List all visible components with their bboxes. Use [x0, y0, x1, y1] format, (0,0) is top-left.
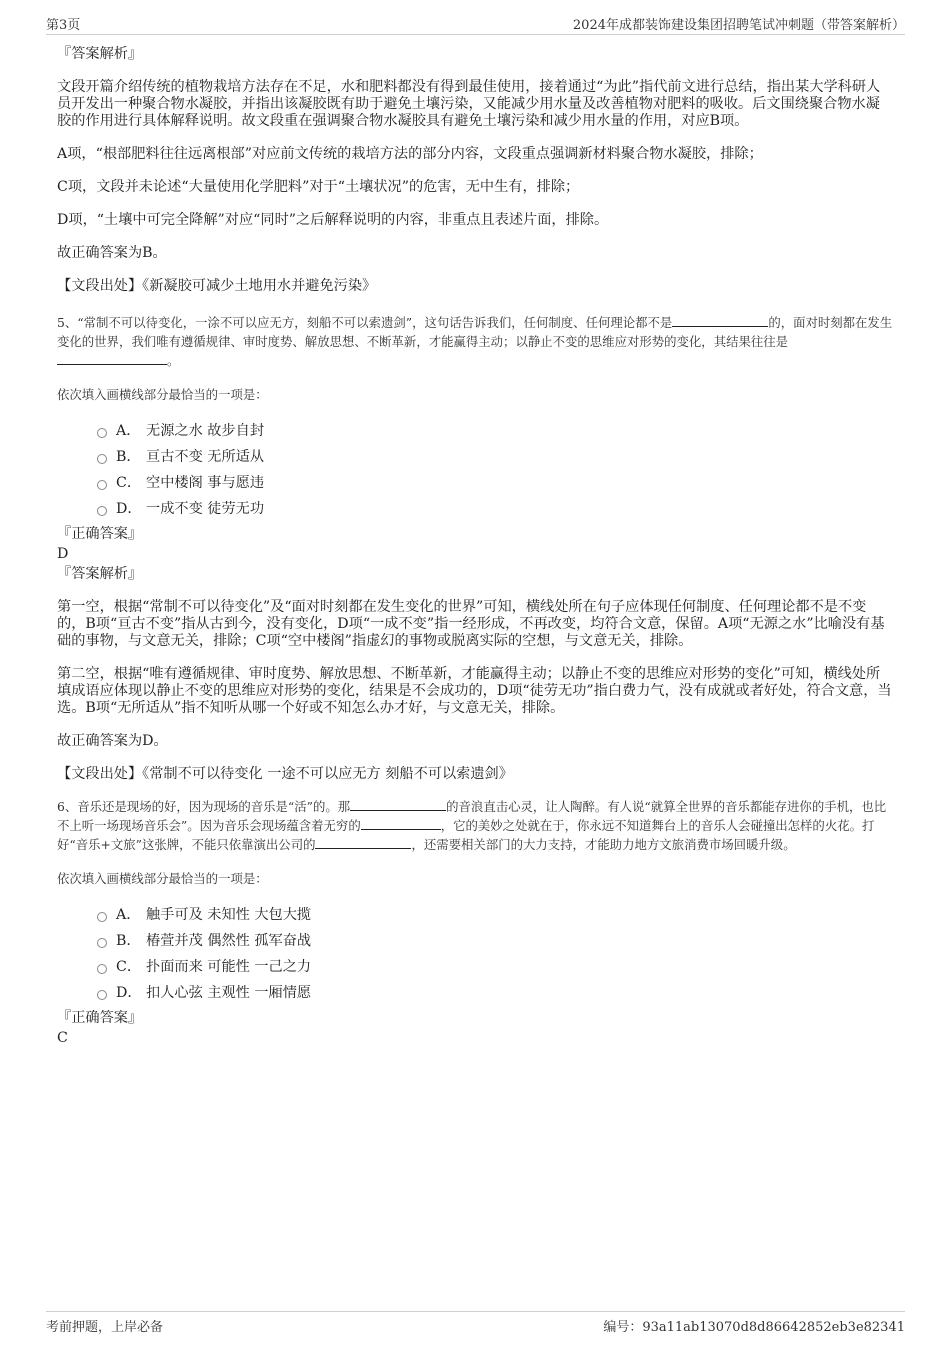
- option-b[interactable]: B． 椿萱并茂 偶然性 孤军奋战: [97, 928, 893, 954]
- analysis-paragraph: 第二空，根据“唯有遵循规律、审时度势、解放思想、不断革新，才能赢得主动；以静止不变的思维应对形势的变化”可知，横线处所填成语应体现以静止不变的思维应对形势的变化，结果是不会成功的，D项“徒劳无功”指白费力气，没有成就或者好处，符合文意，当选。B项“无所适从”指不知听从哪一个好或不知怎么办才好，与文意无关，排除。: [57, 666, 892, 716]
- page-footer: [46, 1311, 905, 1336]
- answer-conclusion: 故正确答案为D。: [57, 733, 168, 749]
- option-c[interactable]: C． 空中楼阁 事与愿违: [97, 470, 893, 496]
- passage-source: 【文段出处】《新凝胶可减少土地用水并避免污染》: [57, 278, 377, 294]
- option-b[interactable]: B． 亘古不变 无所适从: [97, 444, 893, 470]
- option-a[interactable]: A． 触手可及 未知性 大包大揽: [97, 902, 893, 928]
- radio-icon[interactable]: [97, 912, 107, 922]
- radio-icon[interactable]: [97, 480, 107, 490]
- page-header: [46, 14, 905, 35]
- footer-slogan: 考前押题，上岸必备: [46, 1320, 164, 1335]
- option-a[interactable]: A． 无源之水 故步自封: [97, 418, 893, 444]
- radio-icon[interactable]: [97, 990, 107, 1000]
- answer-label: 『正确答案』: [57, 1010, 143, 1026]
- radio-icon[interactable]: [97, 506, 107, 516]
- fill-blank: [57, 352, 167, 365]
- fill-blank: [315, 836, 411, 849]
- answer-conclusion: 故正确答案为B。: [57, 245, 167, 261]
- radio-icon[interactable]: [97, 454, 107, 464]
- radio-icon[interactable]: [97, 428, 107, 438]
- passage-source: 【文段出处】《常制不可以待变化 一途不可以应无方 刻船不可以索遗剑》: [57, 766, 513, 782]
- fill-blank: [350, 798, 446, 811]
- analysis-paragraph: C项，文段并未论述“大量使用化学肥料”对于“土壤状况”的危害，无中生有，排除；: [57, 179, 580, 195]
- option-c[interactable]: C． 扑面而来 可能性 一己之力: [97, 954, 893, 980]
- fill-blank: [672, 314, 768, 327]
- document-title: 2024年成都装饰建设集团招聘笔试冲刺题（带答案解析）: [572, 18, 905, 33]
- analysis-paragraph: 文段开篇介绍传统的植物栽培方法存在不足，水和肥料都没有得到最佳使用，接着通过“为此”指代前文进行总结，指出某大学科研人员开发出一种聚合物水凝胶，并指出该凝胶既有助于避免土壤污染，又能减少用水量及改善植物对肥料的吸收。后文围绕聚合物水凝胶的作用进行具体解释说明。故文段重在强调聚合物水凝胶具有避免土壤污染和减少用水量的作用，对应B项。: [57, 79, 881, 129]
- correct-answer: D: [57, 546, 69, 562]
- option-d[interactable]: D． 扣人心弦 主观性 一厢情愿: [97, 980, 893, 1006]
- question-prompt: 依次填入画横线部分最恰当的一项是：: [57, 387, 268, 402]
- analysis-label: 『答案解析』: [57, 566, 143, 582]
- question-stem: 6、音乐还是现场的好，因为现场的音乐是“活”的。那 的音浪直击心灵，让人陶醉。有人说“就算全世界的音乐都能存进你的手机，也比不上听一场现场音乐会”。因为音乐会现场蕴含着无穷的 ，它的美妙之处就在于，你永远不知道舞台上的音乐人会碰撞出怎样的火花。打好“音乐+文旅”这张牌，不能只依靠演出公司的 ，还需要相关部门的大力支持，才能助力地方文旅消费市场回暖升级。: [57, 799, 887, 852]
- page-content: [57, 46, 893, 1047]
- radio-icon[interactable]: [97, 938, 107, 948]
- analysis-label: 『答案解析』: [57, 46, 143, 62]
- option-list: [57, 902, 893, 1006]
- question-prompt: 依次填入画横线部分最恰当的一项是：: [57, 871, 268, 886]
- correct-answer: C: [57, 1030, 68, 1046]
- radio-icon[interactable]: [97, 964, 107, 974]
- analysis-paragraph: D项，“土壤中可完全降解”对应“同时”之后解释说明的内容，非重点且表述片面，排除。: [57, 212, 609, 228]
- question-stem: 5、“常制不可以待变化，一涂不可以应无方，刻船不可以索遗剑”，这句话告诉我们，任何制度、任何理论都不是 的，面对时刻都在发生变化的世界，我们唯有遵循规律、审时度势、解放思想、不断革新，才能赢得主动；以静止不变的思维应对形势的变化，其结果往往是。: [57, 315, 893, 368]
- option-list: [57, 418, 893, 522]
- analysis-paragraph: A项，“根部肥料往往远离根部”对应前文传统的栽培方法的部分内容，文段重点强调新材料聚合物水凝胶，排除；: [57, 146, 763, 162]
- option-d[interactable]: D． 一成不变 徒劳无功: [97, 496, 893, 522]
- document-code: 编号：93a11ab13070d8d86642852eb3e82341: [603, 1320, 905, 1335]
- analysis-paragraph: 第一空，根据“常制不可以待变化”及“面对时刻都在发生变化的世界”可知，横线处所在句子应体现任何制度、任何理论都不是不变的，B项“亘古不变”指从古到今，没有变化，D项“一成不变”指一经形成，不再改变，均符合文意，保留。A项“无源之水”比喻没有基础的事物，与文意无关，排除；C项“空中楼阁”指虚幻的事物或脱离实际的空想，与文意无关，排除。: [57, 599, 885, 649]
- page-number: 第3页: [46, 18, 81, 33]
- fill-blank: [361, 817, 441, 830]
- answer-label: 『正确答案』: [57, 526, 143, 542]
